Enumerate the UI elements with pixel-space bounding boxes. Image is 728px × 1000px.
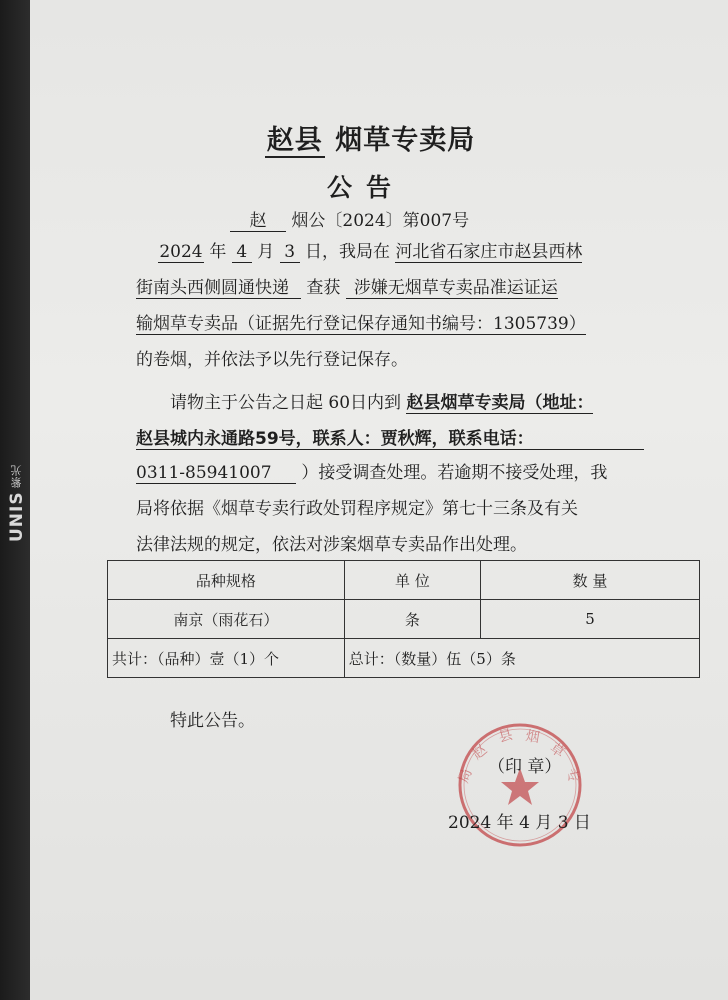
table-total-row	[108, 639, 700, 678]
month-suffix: 月	[257, 242, 275, 262]
svg-text:烟: 烟	[524, 728, 541, 747]
docno-rest: 烟公〔2024〕第007号	[291, 211, 470, 231]
device-edge	[0, 0, 34, 1000]
total-quantity: 总计：（数量）伍（5）条	[344, 639, 699, 678]
brand-logo	[3, 448, 31, 558]
agency-address-start: 赵县烟草专卖局（地址：	[406, 393, 594, 413]
deadline-text: 请物主于公告之日起 60日内到	[170, 393, 402, 413]
cell-unit: 条	[344, 600, 480, 639]
para1-line2	[136, 273, 558, 299]
brand-logo-text: UNIS	[7, 491, 27, 543]
para1-line1	[158, 237, 582, 263]
seal-label: （印 章）	[488, 757, 562, 777]
svg-text:草: 草	[546, 740, 568, 762]
brand-logo-sub: 紫光	[10, 463, 23, 488]
contact-line: 赵县城内永通路59号，联系人：贾秋辉，联系电话：	[136, 424, 644, 450]
year-suffix: 年	[209, 242, 227, 262]
svg-text:局: 局	[455, 766, 476, 786]
para2-line5: 法律法规的规定，依法对涉案烟草专卖品作出处理。	[136, 535, 527, 555]
para1-line3	[136, 309, 586, 335]
table-row	[108, 600, 700, 639]
table-header-row	[108, 561, 700, 600]
location-line1: 河北省石家庄市赵县西林	[395, 237, 582, 263]
docno-prefix: 赵	[230, 206, 286, 232]
reason-line1: 涉嫌无烟草专卖品准运证运	[346, 273, 558, 299]
seized-word: 查获	[306, 278, 341, 298]
goods-table	[107, 560, 700, 678]
location-line2: 街南头西侧圆通快递	[136, 273, 301, 299]
title-agency: 烟草专卖局	[335, 125, 476, 156]
header-unit: 单 位	[344, 561, 480, 600]
para2-line3-text: ）接受调查处理。若逾期不接受处理，我	[301, 463, 608, 483]
para2-line1	[170, 388, 593, 413]
day-suffix: 日，我局在	[305, 242, 391, 262]
date-day: 3	[280, 242, 300, 263]
svg-text:县: 县	[496, 726, 515, 746]
header-quantity: 数 量	[480, 561, 699, 600]
date-month: 4	[232, 242, 252, 263]
date-year: 2024	[159, 242, 203, 262]
cell-spec: 南京（雨花石）	[108, 600, 345, 639]
phone-number: 0311-85941007	[136, 463, 296, 484]
agency-title	[30, 118, 710, 157]
total-kind: 共计：（品种）壹（1）个	[108, 639, 345, 678]
reason-line2: 输烟草专卖品（证据先行登记保存通知书编号：1305739）	[136, 309, 586, 335]
signature-date: 2024 年 4 月 3 日	[448, 813, 591, 833]
para2-line4: 局将依据《烟草专卖行政处罚程序规定》第七十三条及有关	[136, 499, 578, 519]
para1-line4: 的卷烟，并依法予以先行登记保存。	[136, 350, 408, 370]
svg-text:赵: 赵	[469, 741, 491, 764]
closing-text: 特此公告。	[170, 711, 255, 731]
notice-heading: 公告	[326, 173, 405, 202]
header-spec: 品种规格	[108, 561, 345, 600]
cell-quantity: 5	[480, 600, 699, 639]
para2-line3	[136, 458, 607, 484]
notice-document	[30, 0, 728, 1000]
title-county: 赵县	[266, 125, 323, 156]
document-number	[230, 206, 469, 232]
svg-text:专: 专	[561, 766, 583, 787]
